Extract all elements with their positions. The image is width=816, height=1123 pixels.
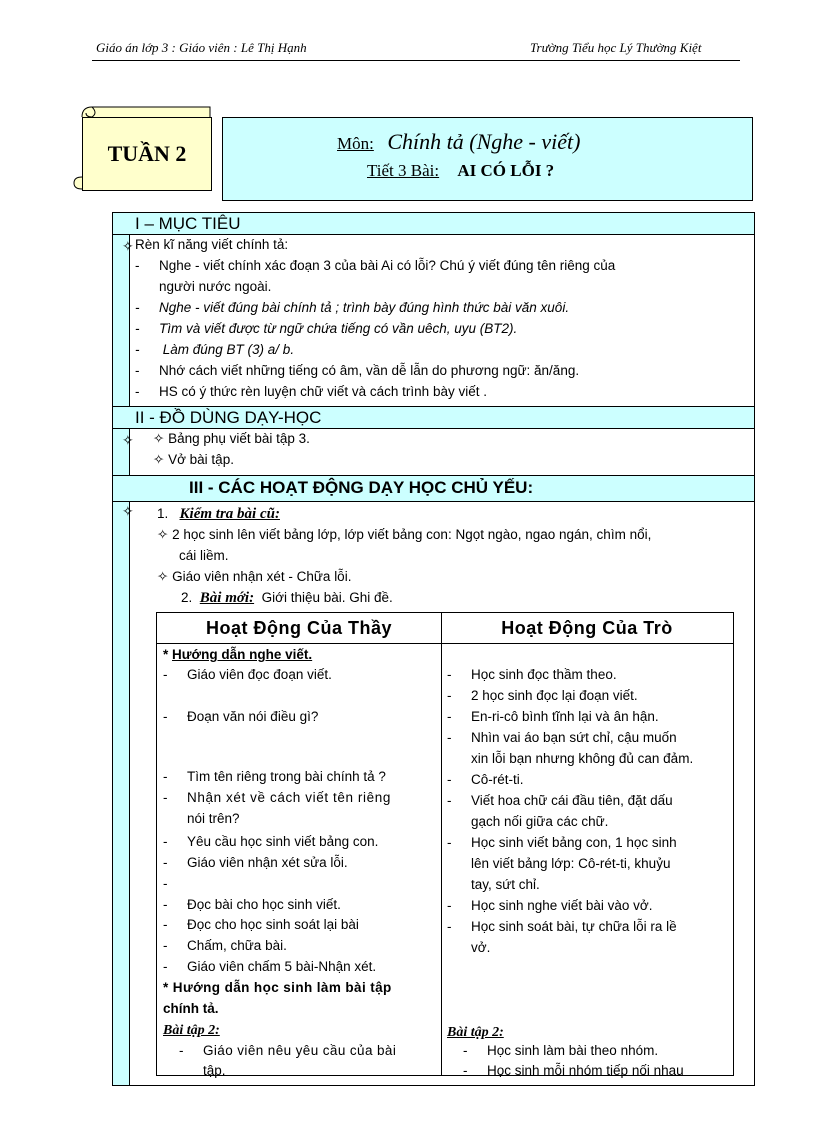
list-item: - Nghe - viết đúng bài chính tả ; trình bày đúng hình thức bài văn xuôi. xyxy=(135,300,570,315)
lesson-title: AI CÓ LỖI ? xyxy=(457,161,555,180)
table-row: - Tìm tên riêng trong bài chính tả ? xyxy=(163,769,386,784)
table-row: - Giáo viên đọc đoạn viết. xyxy=(163,667,332,682)
table-row: - Học sinh nghe viết bài vào vở. xyxy=(447,898,653,913)
table-row: - Viết hoa chữ cái đầu tiên, đặt dấu xyxy=(447,793,673,808)
list-item: - Làm đúng BT (3) a/ b. xyxy=(135,342,295,357)
objectives-row xyxy=(113,235,754,407)
bullet-diamond-icon: ✧ xyxy=(153,431,169,446)
period-label: Tiết 3 Bài: xyxy=(367,161,440,180)
week-banner xyxy=(72,105,212,190)
table-row: - Học sinh mỗi nhóm tiếp nối nhau xyxy=(463,1063,684,1078)
teacher-subheading-2b: chính tả. xyxy=(163,1001,219,1016)
section-materials-header xyxy=(113,407,754,429)
table-row: - Học sinh đọc thầm theo. xyxy=(447,667,617,682)
table-row: xin lỗi bạn nhưng không đủ can đảm. xyxy=(471,751,694,766)
list-item: ✧ Bảng phụ viết bài tập 3. xyxy=(153,431,310,446)
teacher-subheading-2: * Hướng dẫn học sinh làm bài tập xyxy=(163,980,392,995)
table-row: - Đọc bài cho học sinh viết. xyxy=(163,897,341,912)
bullet-diamond-icon: ✧ xyxy=(153,452,169,467)
table-row: - Yêu cầu học sinh viết bảng con. xyxy=(163,834,379,849)
step2-title: Bài mới: xyxy=(199,590,255,606)
student-column-header: Hoạt Động Của Trò xyxy=(441,613,733,644)
table-row: nói trên? xyxy=(187,811,240,826)
subject-line xyxy=(337,129,580,155)
header-left: Giáo án lớp 3 : Giáo viên : Lê Thị Hạnh xyxy=(96,40,307,55)
table-row: - Học sinh soát bài, tự chữa lỗi ra lề xyxy=(447,919,677,934)
table-row: - Đoạn văn nói điều gì? xyxy=(163,709,319,724)
table-row: lên viết bảng lớp: Cô-rét-ti, khuỷu xyxy=(471,856,671,871)
teacher-column: Hoạt Động Của Thầy * Hướng dẫn nghe viết. - Giáo viên đọc đoạn viết. - Đoạn văn nói điều gì? - Tìm tên riêng trong bài chính tả ? - Nhận xét về cách viết tên riêng nói trên? - Yêu cầu học sinh viết bảng con. - Giáo viên nhận xét sửa lỗi. - - Đọc bài cho học sinh viết. - Đọc cho học sinh soát lại bài - Chấm, chữa bài. - Giáo viên chấm 5 bài-Nhận xét. * Hướng dẫn học sinh làm bài tập chính tả. Bài tập 2: - Giáo viên nêu yêu cầu của bài tập. xyxy=(157,613,442,1075)
list-item: - HS có ý thức rèn luyện chữ viết và cách trình bày viết . xyxy=(135,384,487,399)
list-item: ✧ Giáo viên nhận xét - Chữa lỗi. xyxy=(157,569,352,584)
list-item: - Tìm và viết được từ ngữ chứa tiếng có vần uêch, uyu (BT2). xyxy=(135,321,518,336)
table-row: - Học sinh làm bài theo nhóm. xyxy=(463,1043,659,1058)
bullet-diamond-icon: ✧ xyxy=(157,527,173,542)
subject-name: Chính tả (Nghe - viết) xyxy=(387,129,581,154)
lesson-plan-table: I – MỤC TIÊU ✧ Rèn kĩ năng viết chính tả: - Nghe - viết chính xác đoạn 3 của bài Ai có lỗi? Chú ý viết đúng tên riêng của người nước ngoài. - Nghe - viết đúng bài chính tả ; trình bày đúng hình thức bài văn xuôi. - Tìm và viết được từ ngữ chứa tiếng có vần uêch, uyu (BT2). - Làm đúng BT (3) a/ b. - Nhớ cách viết những tiếng có âm, vần dễ lẫn do phương ngữ: ăn/ăng. - HS có ý thức rèn luyện chữ viết và cách trình bày viết . II - ĐỒ DÙNG DẠY-HỌC ✧ ✧ Bảng phụ viết bài tập 3. ✧ Vở bài tập. III - CÁC HOẠT ĐỘNG DẠY HỌC CHỦ YẾU: ✧ 1. Kiểm tra bài cũ: ✧ 2 học sinh lên viết bảng lớp, lớp viết bảng con: Ngọt ngào, ngao ngán, chìm nổi, cái liềm. ✧ Giáo viên nhận xét - Chữa lỗi. 2. Bài mới: Giới thiệu bài. Ghi đề. Hoạt Động Của Thầy * Hướng dẫn nghe viết. - Giáo viên đọc đoạn viết. - Đoạn văn nói điều gì? - Tìm tên riêng trong bài chính tả ? - Nhận xét về cách viết tên riêng nói trên? - Yêu cầu học sinh viết bảng con. - Giáo viên nhận xét sửa lỗi. - - Đọc bài cho học sinh viết. - Đọc cho học sinh soát lại bài - Chấm, chữa bài. - Giáo viên chấm 5 bài-Nhận xét. * Hướng dẫn học sinh làm bài tập chính tả. Bài tập 2: - Giáo viên nêu yêu cầu của bài tập. Hoạt Động Của Trò - Học sinh đọc thầm theo. - 2 học sinh đọc lại đoạn viết. - En-ri-cô bình tĩnh lại và ân hận. - Nhìn vai áo bạn sứt chỉ, cậu muốn xin lỗi bạn nhưng không đủ can đảm. - Cô-rét-ti. - Viết hoa chữ cái đầu tiên, đặt dấu gạch nối giữa các chữ. - Học sinh viết bảng con, 1 học sinh lên viết bảng lớp: Cô-rét-ti, khuỷu tay, sứt chỉ. - Học sinh nghe viết bài vào vở. - Học sinh soát bài, tự chữa lỗi ra lề vở. Bài tập 2: - Học sinh làm bài theo nhóm. - Học sinh mỗi nhóm tiếp nối nhau xyxy=(112,212,755,1086)
bullet-diamond-icon: ✧ xyxy=(122,434,134,449)
table-row: - Giáo viên nêu yêu cầu của bài xyxy=(179,1043,397,1058)
week-box xyxy=(82,117,212,191)
section-title: II - ĐỒ DÙNG DẠY-HỌC xyxy=(135,408,322,427)
list-item: ✧ Vở bài tập. xyxy=(153,452,234,467)
list-item: ✧ 2 học sinh lên viết bảng lớp, lớp viết bảng con: Ngọt ngào, ngao ngán, chìm nổi, xyxy=(157,527,652,542)
table-row: - En-ri-cô bình tĩnh lại và ân hận. xyxy=(447,709,659,724)
bullet-diamond-icon: ✧ xyxy=(157,569,173,584)
title-box xyxy=(222,117,753,201)
list-item: - Nhớ cách viết những tiếng có âm, vần dễ lẫn do phương ngữ: ăn/ăng. xyxy=(135,363,580,378)
section-title: III - CÁC HOẠT ĐỘNG DẠY HỌC CHỦ YẾU: xyxy=(189,478,534,497)
section-title: I – MỤC TIÊU xyxy=(135,214,241,233)
table-row: vở. xyxy=(471,940,491,955)
objectives-intro: Rèn kĩ năng viết chính tả: xyxy=(135,237,289,252)
step2-text: Giới thiệu bài. Ghi đề. xyxy=(261,590,393,605)
section-activities-header xyxy=(113,476,754,502)
table-row: - Đọc cho học sinh soát lại bài xyxy=(163,917,359,932)
table-row: tập. xyxy=(203,1063,226,1078)
table-row: - Cô-rét-ti. xyxy=(447,772,524,787)
subject-label: Môn: xyxy=(337,134,374,153)
student-column xyxy=(441,613,733,1078)
table-row: - Nhận xét về cách viết tên riêng xyxy=(163,790,391,805)
table-row: - 2 học sinh đọc lại đoạn viết. xyxy=(447,688,638,703)
teacher-exercise-title: Bài tập 2: xyxy=(163,1023,220,1038)
table-row: - xyxy=(163,876,168,891)
lesson-line xyxy=(367,161,554,181)
table-row: - Chấm, chữa bài. xyxy=(163,938,287,953)
table-row: - Giáo viên chấm 5 bài-Nhận xét. xyxy=(163,959,377,974)
list-item: cái liềm. xyxy=(179,548,229,563)
table-row: - Học sinh viết bảng con, 1 học sinh xyxy=(447,835,677,850)
table-row: gạch nối giữa các chữ. xyxy=(471,814,609,829)
teacher-subheading: Hướng dẫn nghe viết. xyxy=(172,647,313,662)
bullet-diamond-icon: ✧ xyxy=(122,240,134,255)
step1-title: Kiểm tra bài cũ: xyxy=(179,506,280,522)
materials-row xyxy=(113,429,754,476)
table-row: - Nhìn vai áo bạn sứt chỉ, cậu muốn xyxy=(447,730,677,745)
header-right: Trường Tiểu học Lý Thường Kiệt xyxy=(530,40,702,55)
student-exercise-title: Bài tập 2: xyxy=(447,1025,504,1040)
activities-table xyxy=(156,612,734,1076)
week-label: TUẦN 2 xyxy=(107,141,187,166)
list-item: - Nghe - viết chính xác đoạn 3 của bài Ai có lỗi? Chú ý viết đúng tên riêng của xyxy=(135,258,616,273)
section-objectives-header xyxy=(113,213,754,235)
bullet-diamond-icon: ✧ xyxy=(122,505,134,520)
teacher-column-header: Hoạt Động Của Thầy xyxy=(157,613,441,644)
table-row: tay, sứt chỉ. xyxy=(471,877,540,892)
header-divider xyxy=(92,60,740,61)
table-row: - Giáo viên nhận xét sửa lỗi. xyxy=(163,855,348,870)
list-item: người nước ngoài. xyxy=(159,279,272,294)
